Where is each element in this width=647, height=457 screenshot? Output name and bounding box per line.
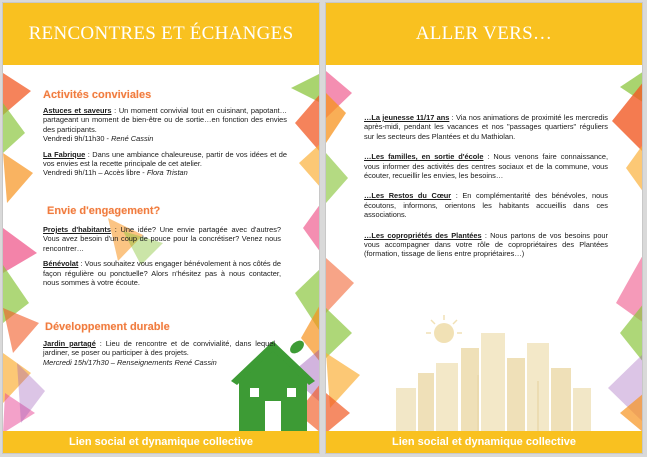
engagement-section — [43, 225, 281, 293]
item-fabrique: La Fabrique : Dans une ambiance chaleureuse, partir de vos idées et de vos envies est la recette principale de cet atelier. Vendredi 9h/11h – Accès libre - Flora Tristan — [43, 149, 287, 178]
item-projets: Projets d'habitants : Une idée? Une envie partagée avec d'autres? Vous avez besoin d'un coup de pouce pour la concrétiser? Venez nous rencontrer… — [43, 225, 281, 253]
city-illustration — [396, 315, 591, 433]
item-coproprietes: …Les copropriétés des Plantées : Nous partons de vos besoins pour vous accompagner dans votre rôle de copropriétaires des Plantées (formation, tissage de liens entre propriétaires…) — [364, 230, 608, 259]
aller-vers-list — [364, 113, 608, 265]
item-benevolat: Bénévolat : Vous souhaitez vous engager bénévolement à nos côtés de façon régulière ou ponctuelle? Alors n'hésitez pas à nous contacter, nous sommes à votre écoute. — [43, 259, 281, 288]
item-familles: …Les familles, en sortie d'école : Nous venons faire connaissance, vous informer des activités des centres sociaux et de la commune, vous écouter, recueillir les envies, les besoins… — [364, 152, 608, 181]
activites-section — [43, 106, 287, 184]
item-jardin: Jardin partagé : Lieu de rencontre et de convivialité, dans lequel jardiner, se poser ou participer à des projets. Mercredi 15h/17h30 – Renseignements René Cassin — [43, 339, 275, 367]
page-title: ALLER VERS… — [415, 23, 553, 44]
footer-text: Lien social et dynamique collective — [68, 436, 253, 448]
developpement-section — [43, 339, 275, 373]
footer-text: Lien social et dynamique collective — [391, 436, 576, 448]
left-footer — [3, 431, 319, 453]
section-title-engagement: Envie d'engagement? — [47, 205, 161, 217]
left-page — [2, 2, 320, 454]
section-title-developpement: Développement durable — [45, 321, 170, 333]
section-title-activites: Activités conviviales — [43, 89, 152, 101]
right-page — [325, 2, 643, 454]
right-header — [326, 3, 642, 65]
item-restos: …Les Restos du Cœur : En complémentarité des bénévoles, nous écoutons, informons, orientons les habitants accueillis dans ces associations. — [364, 191, 608, 220]
right-footer — [326, 431, 642, 453]
left-header — [3, 3, 319, 65]
item-astuces: Astuces et saveurs : Un moment convivial tout en cuisinant, papotant…partageant un moment de bien-être ou de sortie…en fonction des envies des participants. Vendredi 9h/11h30 - René Cassin — [43, 106, 288, 144]
page-title: RENCONTRES ET ÉCHANGES — [28, 23, 294, 44]
item-jeunesse: …La jeunesse 11/17 ans : Via nos animations de proximité les mercredis après-midi, pendant les vacances et nos "passages quartiers" réguliers sur les secteurs des Plantées et du Mathiolan. — [364, 113, 608, 141]
